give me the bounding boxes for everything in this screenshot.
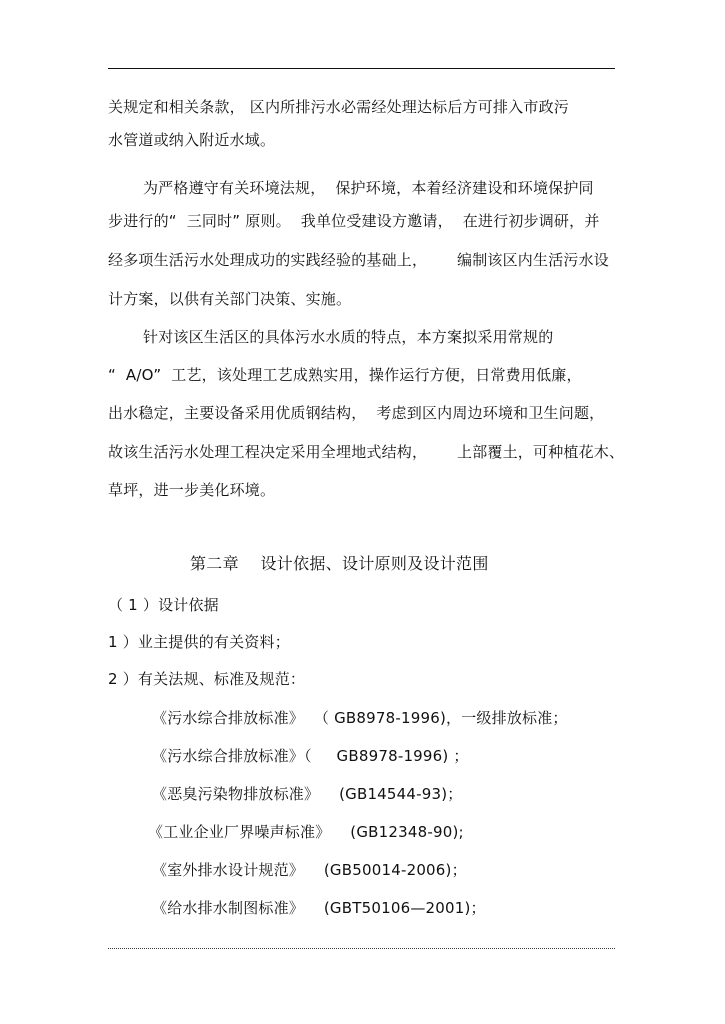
standard-item: 《污水综合排放标准》（ GB8978-1996) ；: [152, 747, 469, 765]
paragraph-line-2: 水管道或纳入附近水域。: [108, 131, 276, 149]
standard-item: 《室外排水设计规范》 (GB50014-2006)；: [152, 861, 467, 879]
paragraph-line-4: 步进行的“ 三同时” 原则。 我单位受建设方邀请， 在进行初步调研，并: [108, 212, 600, 230]
section-title: （ 1 ）设计依据: [108, 596, 219, 614]
standard-item: 《给水排水制图标准》 (GBT50106—2001)；: [152, 899, 486, 917]
footer-rule: [108, 948, 615, 949]
paragraph-line-1: 关规定和相关条款， 区内所排污水必需经处理达标后方可排入市政污: [108, 98, 569, 116]
chapter-title: 第二章 设计依据、设计原则及设计范围: [190, 554, 489, 573]
list-item: 1 ）业主提供的有关资料；: [108, 633, 290, 651]
paragraph-line-9: 出水稳定，主要设备采用优质钢结构， 考虑到区内周边环境和卫生问题，: [108, 404, 605, 422]
standard-item: 《污水综合排放标准》 （ GB8978-1996)，一级排放标准；: [152, 709, 568, 727]
paragraph-line-7: 针对该区生活区的具体污水水质的特点，本方案拟采用常规的: [143, 328, 554, 346]
paragraph-line-3: 为严格遵守有关环境法规， 保护环境，本着经济建设和环境保护同: [143, 179, 594, 197]
list-item: 2 ）有关法规、标准及规范：: [108, 670, 306, 688]
paragraph-line-8: “ A/O” 工艺，该处理工艺成熟实用，操作运行方便，日常费用低廉，: [108, 366, 582, 384]
standard-item: 《恶臭污染物排放标准》 (GB14544-93)；: [152, 785, 463, 803]
paragraph-line-10: 故该生活污水处理工程决定采用全埋地式结构， 上部覆土，可种植花木、: [108, 443, 625, 461]
header-rule: [108, 68, 615, 69]
paragraph-line-6: 计方案，以供有关部门决策、实施。: [108, 290, 352, 308]
paragraph-line-5: 经多项生活污水处理成功的实践经验的基础上， 编制该区内生活污水设: [108, 251, 610, 269]
standard-item: 《工业企业厂界噪声标准》 (GB12348-90);: [148, 823, 464, 841]
paragraph-line-11: 草坪，进一步美化环境。: [108, 481, 276, 499]
